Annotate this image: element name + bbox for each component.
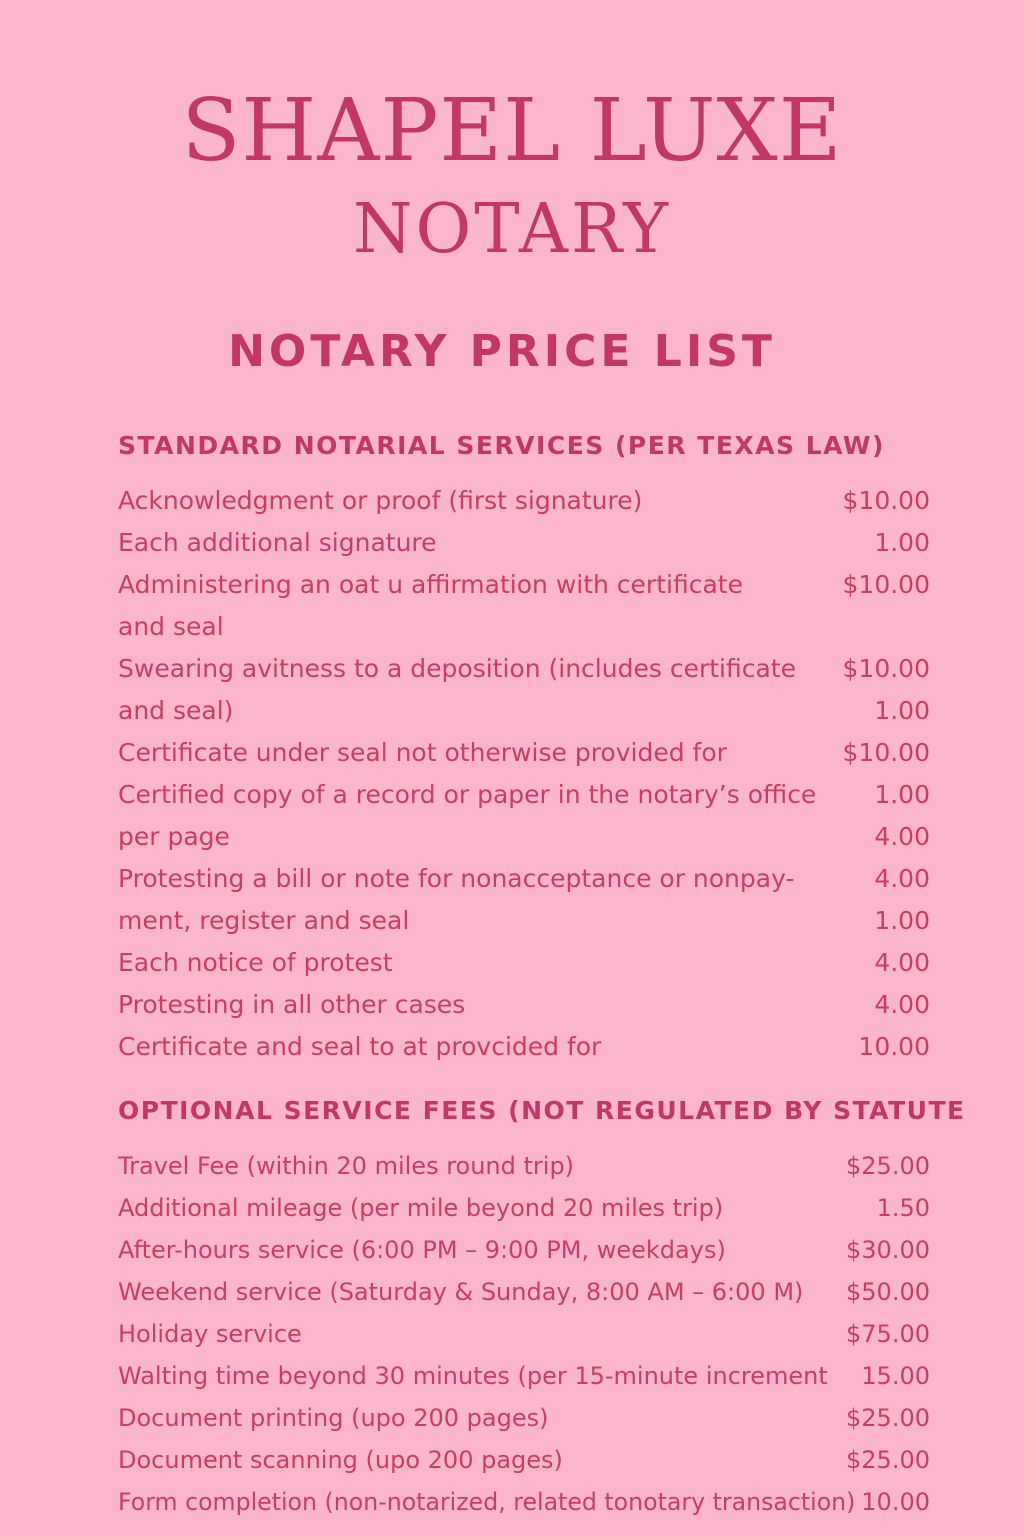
list-item	[118, 858, 930, 900]
service-price: 4.00	[874, 822, 930, 851]
list-item	[118, 1145, 930, 1187]
standard-services-list	[118, 480, 930, 1068]
list-item	[118, 1187, 930, 1229]
optional-fees-list	[118, 1145, 930, 1523]
service-price: 4.00	[874, 990, 930, 1019]
list-item	[118, 1026, 930, 1068]
fee-label: Document printing (upo 200 pages)	[118, 1404, 549, 1432]
list-item	[118, 1439, 930, 1481]
list-item	[118, 774, 930, 816]
service-price: $10.00	[842, 738, 930, 767]
fee-price: $30.00	[846, 1236, 930, 1264]
list-item	[118, 690, 930, 732]
list-item	[118, 732, 930, 774]
fee-label: Holiday service	[118, 1320, 302, 1348]
fee-label: Form completion (non-notarized, related tonotary transaction)	[118, 1488, 856, 1516]
section-heading-optional: OPTIONAL SERVICE FEES (NOT REGULATED BY STATUTE	[118, 1096, 966, 1125]
service-label: Each notice of protest	[118, 948, 393, 977]
fee-label: Walting time beyond 30 minutes (per 15-minute increment	[118, 1362, 828, 1390]
list-item	[118, 942, 930, 984]
list-item	[118, 1271, 930, 1313]
service-price: 1.00	[874, 528, 930, 557]
brand-name: SHAPEL LUXE	[181, 81, 843, 181]
fee-price: 1.50	[876, 1194, 930, 1222]
service-price: $10.00	[842, 654, 930, 683]
service-label: Acknowledgment or proof (first signature)	[118, 486, 643, 515]
service-label: Certificate and seal to at provcided for	[118, 1032, 602, 1061]
fee-price: 10.00	[861, 1488, 930, 1516]
service-label: Each additional signature	[118, 528, 437, 557]
fee-price: $25.00	[846, 1152, 930, 1180]
service-price: $10.00	[842, 486, 930, 515]
list-item	[118, 1313, 930, 1355]
service-label: Administering an oat u affirmation with certificate	[118, 570, 743, 599]
service-price: 1.00	[874, 780, 930, 809]
list-item	[118, 816, 930, 858]
fee-label: Document scanning (upo 200 pages)	[118, 1446, 563, 1474]
list-item	[118, 1229, 930, 1271]
service-label: Certified copy of a record or paper in the notary’s office	[118, 780, 817, 809]
service-label: per page	[118, 822, 230, 851]
fee-price: $50.00	[846, 1278, 930, 1306]
list-item	[118, 1481, 930, 1523]
fee-label: Weekend service (Saturday & Sunday, 8:00 AM – 6:00 M)	[118, 1278, 804, 1306]
section-heading-standard: STANDARD NOTARIAL SERVICES (PER TEXAS LAW)	[118, 431, 885, 460]
fee-price: 15.00	[861, 1362, 930, 1390]
list-item	[118, 1397, 930, 1439]
fee-price: $25.00	[846, 1404, 930, 1432]
service-label: Certificate under seal not otherwise provided for	[118, 738, 727, 767]
list-item	[118, 480, 930, 522]
fee-label: Additional mileage (per mile beyond 20 miles trip)	[118, 1194, 724, 1222]
fee-price: $25.00	[846, 1446, 930, 1474]
service-label: ment, register and seal	[118, 906, 410, 935]
service-label: and seal)	[118, 696, 234, 725]
brand-subtitle: NOTARY	[353, 190, 671, 269]
list-item	[118, 648, 930, 690]
service-label: Protesting in all other cases	[118, 990, 466, 1019]
service-price: $10.00	[842, 570, 930, 599]
service-label: and seal	[118, 612, 224, 641]
list-item	[118, 606, 930, 648]
fee-label: Travel Fee (within 20 miles round trip)	[118, 1152, 575, 1180]
service-price: 10.00	[858, 1032, 930, 1061]
service-price: 1.00	[874, 906, 930, 935]
service-label: Protesting a bill or note for nonacceptance or nonpay-	[118, 864, 795, 893]
list-item	[118, 984, 930, 1026]
service-price: 1.00	[874, 696, 930, 725]
fee-price: $75.00	[846, 1320, 930, 1348]
fee-label: After-hours service (6:00 PM – 9:00 PM, weekdays)	[118, 1236, 726, 1264]
page-title: NOTARY PRICE LIST	[228, 326, 776, 377]
list-item	[118, 564, 930, 606]
list-item	[118, 522, 930, 564]
service-price: 4.00	[874, 948, 930, 977]
list-item	[118, 900, 930, 942]
list-item	[118, 1355, 930, 1397]
service-label: Swearing avitness to a deposition (includes certificate	[118, 654, 796, 683]
service-price: 4.00	[874, 864, 930, 893]
